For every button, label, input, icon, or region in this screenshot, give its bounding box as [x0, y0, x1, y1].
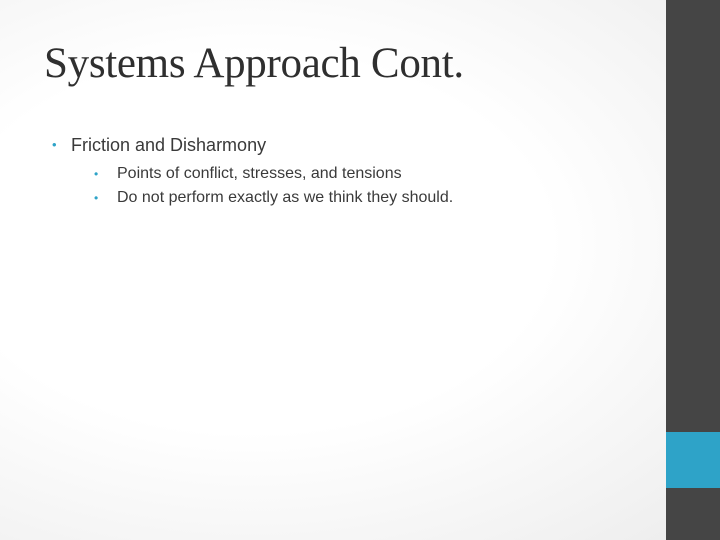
bullet-list: [52, 133, 652, 210]
slide-title: Systems Approach Cont.: [44, 40, 464, 87]
sub-bullet-item: [94, 162, 652, 186]
slide-body: [52, 133, 652, 210]
bullet-icon: •: [94, 167, 99, 181]
bullet-icon: •: [94, 191, 99, 205]
sub-bullet-list: [71, 162, 652, 210]
bullet-text: Friction and Disharmony: [71, 135, 267, 155]
bullet-icon: •: [52, 137, 57, 152]
sub-bullet-text: Points of conflict, stresses, and tensions: [117, 165, 402, 182]
sub-bullet-text: Do not perform exactly as we think they should.: [117, 189, 454, 206]
bullet-item: [52, 133, 652, 210]
accent-block: [666, 432, 720, 488]
sub-bullet-item: [94, 186, 652, 210]
